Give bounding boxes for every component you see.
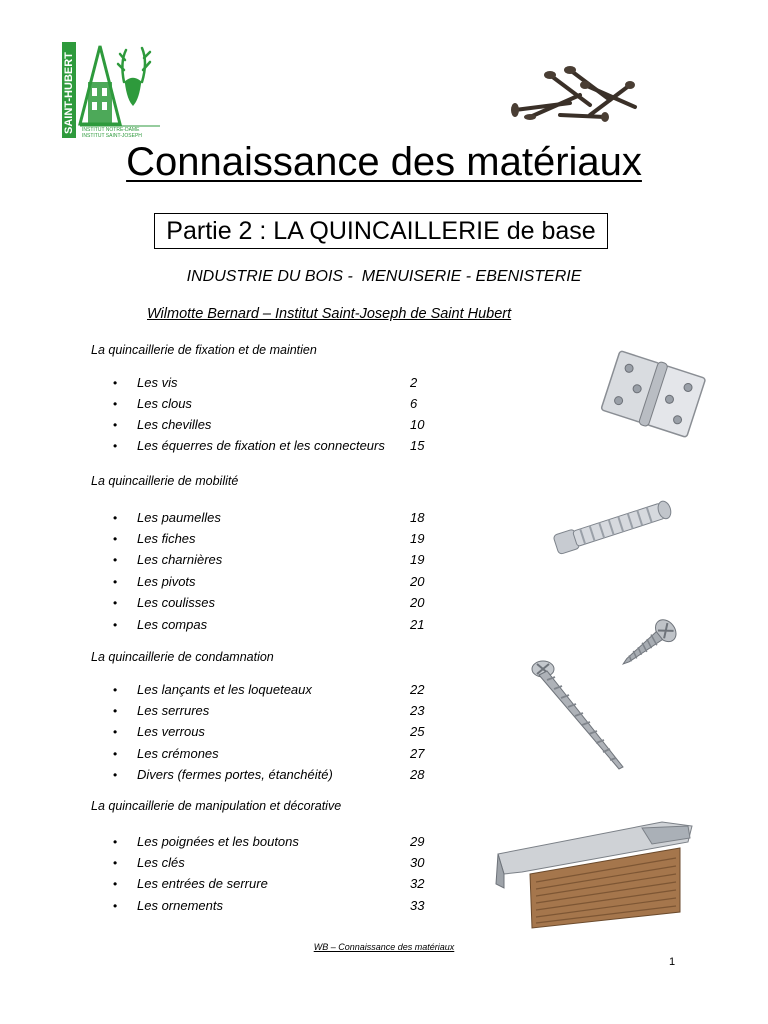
toc-item: • Les lançants et les loqueteaux 22 <box>113 682 425 697</box>
document-title: Connaissance des matériaux <box>126 140 642 184</box>
toc-item: • Les clous 6 <box>113 396 418 411</box>
toc-item: • Divers (fermes portes, étanchéité) 28 <box>113 767 425 782</box>
roller-shutter-image <box>492 812 697 930</box>
logo-vertical-text: SAINT-HUBERT <box>63 52 75 134</box>
toc-item: • Les serrures 23 <box>113 703 425 718</box>
logo-line2: INSTITUT SAINT-JOSEPH <box>82 133 142 138</box>
section-title-fixation: La quincaillerie de fixation et de maintien <box>91 343 317 357</box>
nails-image <box>510 55 640 125</box>
toc-item: • Les pivots 20 <box>113 574 425 589</box>
toc-item: • Les poignées et les boutons 29 <box>113 834 425 849</box>
document-subtitle: Partie 2 : LA QUINCAILLERIE de base <box>154 213 608 249</box>
toc-item: • Les coulisses 20 <box>113 595 425 610</box>
logo-line1: INSTITUT NOTRE-DAME <box>82 127 140 133</box>
long-screw-image <box>527 655 632 775</box>
industry-line: INDUSTRIE DU BOIS - MENUISERIE - EBENISTERIE <box>186 268 582 285</box>
hinge-image <box>598 345 708 445</box>
toc-item: • Les charnières 19 <box>113 552 425 567</box>
school-logo <box>62 42 162 138</box>
author-line: Wilmotte Bernard – Institut Saint-Joseph de Saint Hubert <box>147 306 512 322</box>
toc-item: • Les paumelles 18 <box>113 510 425 525</box>
page-number: 1 <box>669 956 676 968</box>
toc-item: • Les chevilles 10 <box>113 417 425 432</box>
toc-item: • Les clés 30 <box>113 855 425 870</box>
wall-anchor-image <box>545 488 685 563</box>
section-title-mobilite: La quincaillerie de mobilité <box>91 474 239 488</box>
toc-item: • Les verrous 25 <box>113 724 425 739</box>
toc-item: • Les ornements 33 <box>113 898 425 913</box>
footer-text: WB – Connaissance des matériaux <box>313 942 455 952</box>
toc-item: • Les fiches 19 <box>113 531 425 546</box>
toc-item: • Les entrées de serrure 32 <box>113 876 425 891</box>
toc-item: • Les crémones 27 <box>113 746 425 761</box>
section-title-condamnation: La quincaillerie de condamnation <box>91 650 274 664</box>
toc-item: • Les vis 2 <box>113 375 418 390</box>
section-title-manipulation: La quincaillerie de manipulation et décorative <box>91 799 342 813</box>
toc-item: • Les compas 21 <box>113 617 425 632</box>
toc-item: • Les équerres de fixation et les connecteurs 15 <box>113 438 425 453</box>
